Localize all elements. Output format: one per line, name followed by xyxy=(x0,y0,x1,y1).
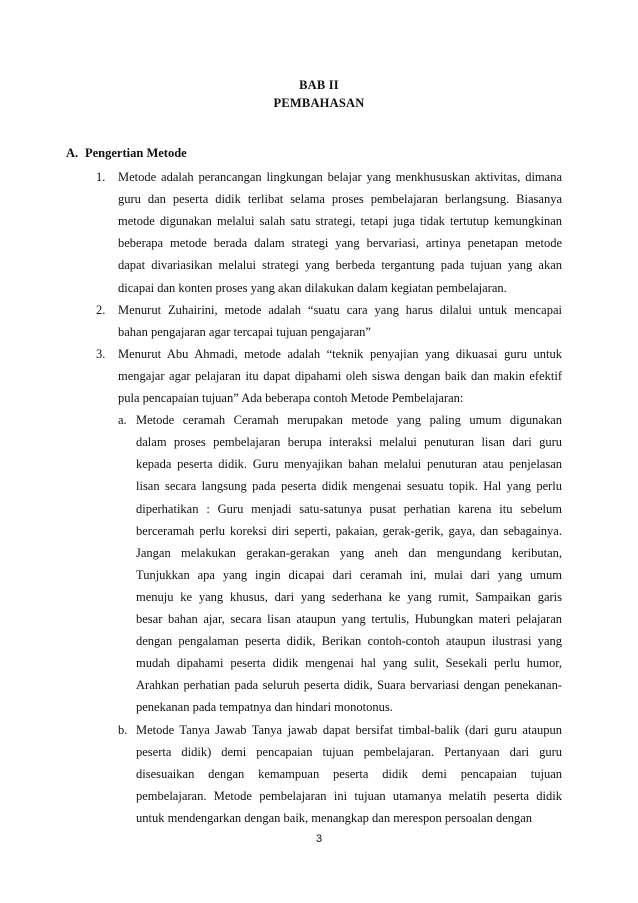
paragraph-line: Menurut Zuhairini, metode adalah “suatu cara yang harus dilalui untuk mencapai xyxy=(118,302,562,317)
list-number: 2. xyxy=(96,302,106,317)
section-letter: A. xyxy=(66,146,79,160)
section-title: Pengertian Metode xyxy=(85,146,187,160)
paragraph-line: lisan secara langsung pada peserta didik mengenai sesuatu topik. Hal yang perlu xyxy=(136,479,562,494)
paragraph-line: dengan pengalaman peserta didik, Berikan contoh-contoh ataupun ilustrasi yang xyxy=(136,634,562,649)
paragraph-line: Menurut Abu Ahmadi, metode adalah “teknik penyajian yang dikuasai guru untuk xyxy=(118,346,562,361)
paragraph-line: beberapa metode berada dalam strategi yang bervariasi, artinya penetapan metode xyxy=(118,236,562,251)
paragraph-line: Metode Tanya Jawab Tanya jawab dapat bersifat timbal-balik (dari guru ataupun xyxy=(136,722,562,737)
paragraph-line: mudah dipahami peserta didik mengenai hal yang sulit, Sesekali perlu humor, xyxy=(136,656,562,671)
paragraph-line: guru dan peserta didik terlibat selama proses pembelajaran berlangsung. Biasanya xyxy=(118,192,562,207)
paragraph-line: Tunjukkan apa yang ingin dicapai dari ceramah ini, mulai dari yang umum xyxy=(136,567,562,582)
paragraph-line: menuju ke yang khusus, dari yang sederhana ke yang rumit, Sampaikan garis xyxy=(136,589,562,604)
chapter-title: PEMBAHASAN xyxy=(273,96,365,110)
paragraph-line: mengajar agar pelajaran itu dapat dipahami oleh siswa dengan baik dan makin efektif xyxy=(118,368,562,383)
paragraph-line: berceramah perlu koreksi diri seperti, pakaian, gerak-gerik, gaya, dan sebagainya. xyxy=(136,523,562,538)
paragraph-line: kepada peserta didik. Guru menyajikan bahan melalui penuturan atau penjelasan xyxy=(136,457,562,472)
paragraph-line: pula pencapaian tujuan” Ada beberapa contoh Metode Pembelajaran: xyxy=(118,391,464,405)
paragraph-line: disesuaikan dengan kemampuan peserta didik demi pencapaian tujuan xyxy=(136,766,562,781)
paragraph-line: untuk mendengarkan dengan baik, menangkap dan merespon persoalan dengan xyxy=(136,810,533,825)
paragraph-line: dalam proses pembelajaran berupa interaksi melalui penuturan lisan dari guru xyxy=(136,435,562,450)
sublist-letter: a. xyxy=(118,413,127,428)
paragraph-line: Metode adalah perancangan lingkungan belajar yang menkhususkan aktivitas, dimana xyxy=(118,170,562,184)
paragraph-line: Arahkan perhatian pada seluruh peserta didik, Suara bervariasi dengan penekanan- xyxy=(136,678,562,693)
paragraph-line: Jangan melakukan gerakan-gerakan yang aneh dan mengundang keributan, xyxy=(136,545,562,560)
paragraph-line: dapat divariasikan melalui strategi yang berbeda tergantung pada tujuan yang akan xyxy=(118,258,562,273)
chapter-heading: BAB II xyxy=(299,78,339,92)
paragraph-line: diperhatikan : Guru menjadi satu-satunya pusat perhatian karena itu sebelum xyxy=(136,501,562,516)
sublist-letter: b. xyxy=(118,722,128,737)
paragraph-line: metode digunakan melalui salah satu strategi, tetapi juga tidak tertutup kemungkinan xyxy=(118,214,562,229)
list-number: 3. xyxy=(96,346,106,361)
paragraph-line: peserta didik) demi pencapaian tujuan pembelajaran. Pertanyaan dari guru xyxy=(136,744,562,759)
paragraph-line: Metode ceramah Ceramah merupakan metode yang paling umum digunakan xyxy=(136,413,562,428)
paragraph-line: pembelajaran. Metode pembelajaran ini tujuan utamanya melatih peserta didik xyxy=(136,788,562,803)
paragraph-line: bahan pengajaran agar tercapai tujuan pengajaran” xyxy=(118,324,371,339)
paragraph-line: penekanan pada tempatnya dan hindari monotonus. xyxy=(136,700,393,715)
page-number: 3 xyxy=(315,833,323,845)
list-number: 1. xyxy=(96,170,106,184)
paragraph-line: besar bahan ajar, secara lisan ataupun yang tertulis, Hubungkan materi pelajaran xyxy=(136,612,562,626)
paragraph-line: dicapai dan konten proses yang akan dilakukan dalam kegiatan pembelajaran. xyxy=(118,280,507,295)
section-heading xyxy=(66,146,187,161)
